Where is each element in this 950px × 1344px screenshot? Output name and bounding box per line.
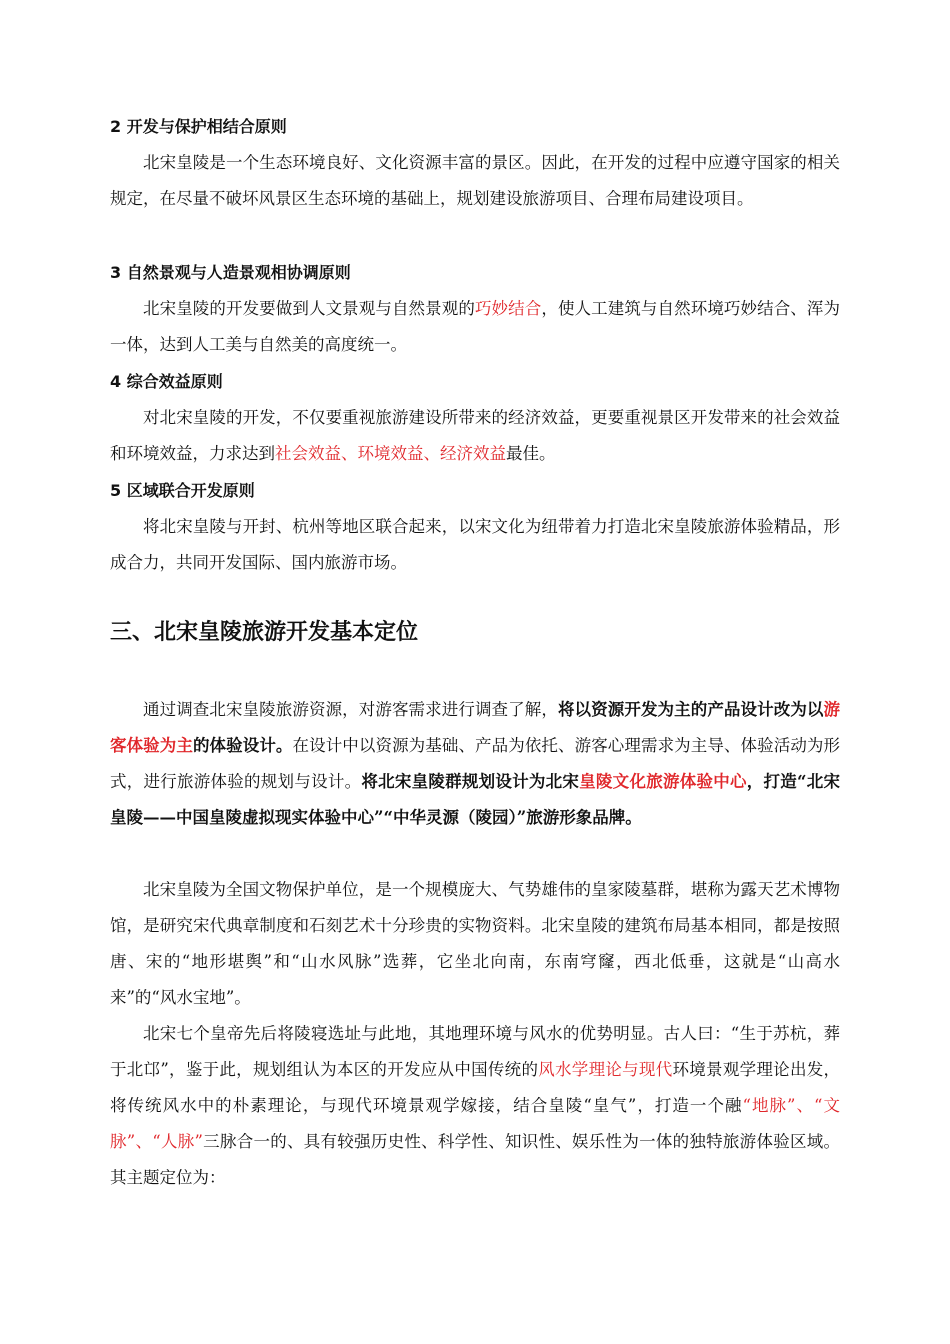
section-paragraph-4: 对北宋皇陵的开发，不仅要重视旅游建设所带来的经济效益，更要重视景区开发带来的社会效益和环境效益，力求达到社会效益、环境效益、经济效益最佳。: [110, 408, 840, 463]
highlight-text: 巧妙结合: [474, 299, 542, 318]
highlight-text: “地脉”、“文脉”、“人脉”: [110, 1096, 840, 1151]
section-heading-4: 4 综合效益原则: [110, 372, 223, 391]
highlight-text: 皇陵文化旅游体验中心: [579, 772, 747, 791]
positioning-paragraph: 通过调查北宋皇陵旅游资源，对游客需求进行调查了解，将以资源开发为主的产品设计改为以游客体验为主的体验设计。在设计中以资源为基础、产品为依托、游客心理需求为主导、体验活动为形式，进行旅游体验的规划与设计。将北宋皇陵群规划设计为北宋皇陵文化旅游体验中心，打造“北宋皇陵——中国皇陵虚拟现实体验中心”“中华灵源（陵园）”旅游形象品牌。: [110, 700, 841, 827]
section-paragraph-2: 北宋皇陵是一个生态环境良好、文化资源丰富的景区。因此，在开发的过程中应遵守国家的相关规定，在尽量不破坏风景区生态环境的基础上，规划建设旅游项目、合理布局建设项目。: [110, 153, 840, 208]
section-heading-5: 5 区域联合开发原则: [110, 481, 255, 500]
section-heading-3: 3 自然景观与人造景观相协调原则: [110, 263, 351, 282]
highlight-text: 风水学理论与现代: [538, 1060, 673, 1079]
section-paragraph-3: 北宋皇陵的开发要做到人文景观与自然景观的巧妙结合，使人工建筑与自然环境巧妙结合、浑为一体，达到人工美与自然美的高度统一。: [110, 299, 841, 354]
section-paragraph-5: 将北宋皇陵与开封、杭州等地区联合起来，以宋文化为纽带着力打造北宋皇陵旅游体验精品，形成合力，共同开发国际、国内旅游市场。: [110, 517, 840, 572]
highlight-text: 游客体验为主: [110, 700, 841, 755]
heritage-paragraph: 北宋皇陵为全国文物保护单位，是一个规模庞大、气势雄伟的皇家陵墓群，堪称为露天艺术博物馆，是研究宋代典章制度和石刻艺术十分珍贵的实物资料。北宋皇陵的建筑布局基本相同，都是按照唐、宋的“地形堪舆”和“山水风脉”选葬，它坐北向南，东南穹窿，西北低垂，这就是“山高水来”的“风水宝地”。: [110, 880, 840, 1007]
fengshui-paragraph: 北宋七个皇帝先后将陵寝选址与此地，其地理环境与风水的优势明显。古人曰：“生于苏杭，葬于北邙”，鉴于此，规划组认为本区的开发应从中国传统的风水学理论与现代环境景观学理论出发，将传统风水中的朴素理论，与现代环境景观学嫁接，结合皇陵“皇气”，打造一个融“地脉”、“文脉”、“人脉”三脉合一的、具有较强历史性、科学性、知识性、娱乐性为一体的独特旅游体验区域。其主题定位为：: [110, 1024, 841, 1187]
chapter-title: 三、北宋皇陵旅游开发基本定位: [110, 620, 419, 645]
highlight-text: 社会效益、环境效益、经济效益: [275, 444, 506, 463]
section-heading-2: 2 开发与保护相结合原则: [110, 117, 287, 136]
